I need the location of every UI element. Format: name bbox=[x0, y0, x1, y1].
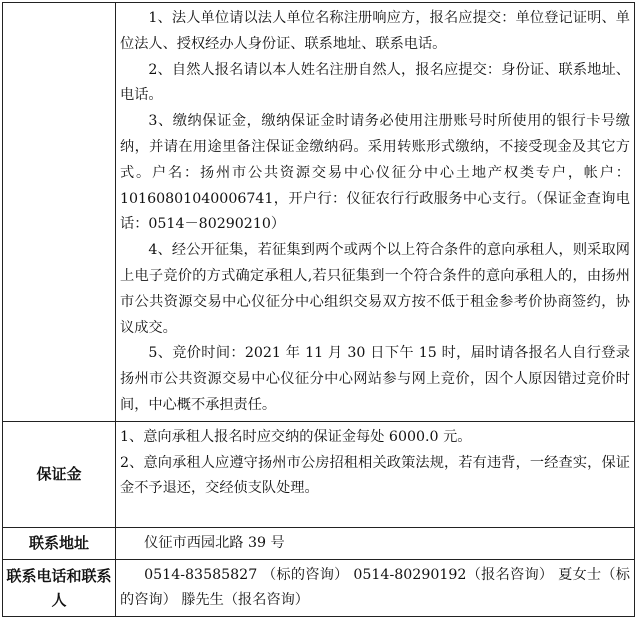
table-row-address bbox=[3, 527, 635, 559]
deposit-item-2: 2、意向承租人应遵守扬州市公房招租相关政策法规，若有违背，一经查实，保证金不予退还，交经侦支队处理。 bbox=[120, 454, 630, 497]
contact-value: 0514-83585827 （标的咨询） 0514-80290192（报名咨询） 夏女士（标的咨询） 滕先生（报名咨询） bbox=[120, 566, 630, 609]
deposit-item-1: 1、意向承租人报名时应交纳的保证金每处 6000.0 元。 bbox=[120, 428, 472, 445]
deposit-content-cell bbox=[116, 421, 635, 527]
requirement-item-3: 3、缴纳保证金，缴纳保证金时请务必使用注册账号时所使用的银行卡号缴纳，并请在用途里备注保证金缴纳码。采用转账形式缴纳，不接受现金及其它方式。户名：扬州市公共资源交易中心仪征分中心土地产权类专户，帐户：10160801040006741，开户行：仪征农行行政服务中心支行。（保证金查询电话：0514－80290210） bbox=[120, 113, 630, 233]
address-value: 仪征市西园北路 39 号 bbox=[144, 534, 285, 551]
requirement-item-4: 4、经公开征集，若征集到两个或两个以上符合条件的意向承租人，则采取网上电子竞价的方式确定承租人,若只征集到一个符合条件的意向承租人的，由扬州市公共资源交易中心仪征分中心组织交易双方按不低于租金参考价协商签约，协议成交。 bbox=[120, 242, 630, 336]
requirement-item-1: 1、法人单位请以法人单位名称注册响应方，报名应提交：单位登记证明、单位法人、授权经办人身份证、联系地址、联系电话。 bbox=[120, 10, 630, 52]
contact-label: 联系电话和联系人 bbox=[3, 559, 116, 617]
requirement-item-2: 2、自然人报名请以本人姓名注册自然人，报名应提交：身份证、联系地址、电话。 bbox=[120, 61, 630, 104]
announcement-table bbox=[2, 2, 635, 617]
table-row-deposit bbox=[3, 421, 635, 527]
address-label: 联系地址 bbox=[3, 527, 116, 559]
address-content-cell bbox=[116, 527, 635, 559]
requirements-label-cell bbox=[3, 3, 116, 422]
deposit-label: 保证金 bbox=[3, 421, 116, 527]
table-row-requirements bbox=[3, 3, 635, 422]
requirement-item-5: 5、竞价时间：2021 年 11 月 30 日下午 15 时，届时请各报名人自行登录扬州市公共资源交易中心仪征分中心网站参与网上竞价，因个人原因错过竞价时间，中心概不承担责任。 bbox=[120, 345, 630, 413]
requirements-content-cell bbox=[116, 3, 635, 422]
